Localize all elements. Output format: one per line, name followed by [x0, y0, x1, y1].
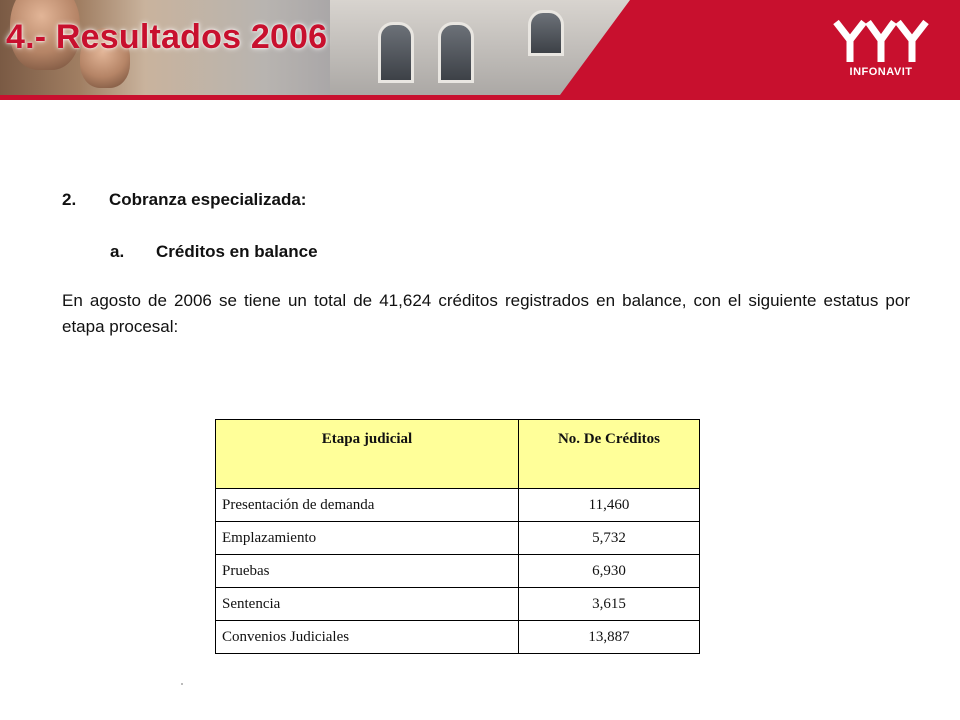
- stage-cell: Convenios Judiciales: [216, 621, 519, 654]
- stage-cell: Sentencia: [216, 588, 519, 621]
- section-heading: [62, 190, 306, 210]
- table-row: [216, 555, 700, 588]
- summary-paragraph: En agosto de 2006 se tiene un total de 41,624 créditos registrados en balance, con el siguiente estatus por etapa procesal:: [62, 291, 910, 336]
- stage-cell: Presentación de demanda: [216, 489, 519, 522]
- header-banner: [0, 0, 960, 100]
- stray-dot: [181, 683, 183, 685]
- section-label: Cobranza especializada:: [109, 190, 307, 209]
- table-row: [216, 588, 700, 621]
- subsection-number: a.: [110, 242, 125, 261]
- count-cell: 11,460: [519, 489, 700, 522]
- count-cell: 5,732: [519, 522, 700, 555]
- stage-cell: Pruebas: [216, 555, 519, 588]
- count-cell: 6,930: [519, 555, 700, 588]
- logo-wordmark: INFONAVIT: [849, 66, 913, 78]
- house-window: [438, 22, 474, 83]
- table-header-row: [216, 420, 700, 489]
- column-header: No. De Créditos: [519, 420, 700, 489]
- subsection-label: Créditos en balance: [156, 242, 318, 261]
- house-window: [378, 22, 414, 83]
- status-table: [215, 419, 700, 654]
- count-cell: 13,887: [519, 621, 700, 654]
- subsection-heading: [110, 242, 318, 262]
- stage-cell: Emplazamiento: [216, 522, 519, 555]
- table-row: [216, 621, 700, 654]
- slide-title: 4.- Resultados 2006: [6, 18, 328, 56]
- house-window: [528, 10, 564, 56]
- section-number: 2.: [62, 190, 77, 209]
- table-row: [216, 489, 700, 522]
- table-row: [216, 522, 700, 555]
- column-header: Etapa judicial: [216, 420, 519, 489]
- count-cell: 3,615: [519, 588, 700, 621]
